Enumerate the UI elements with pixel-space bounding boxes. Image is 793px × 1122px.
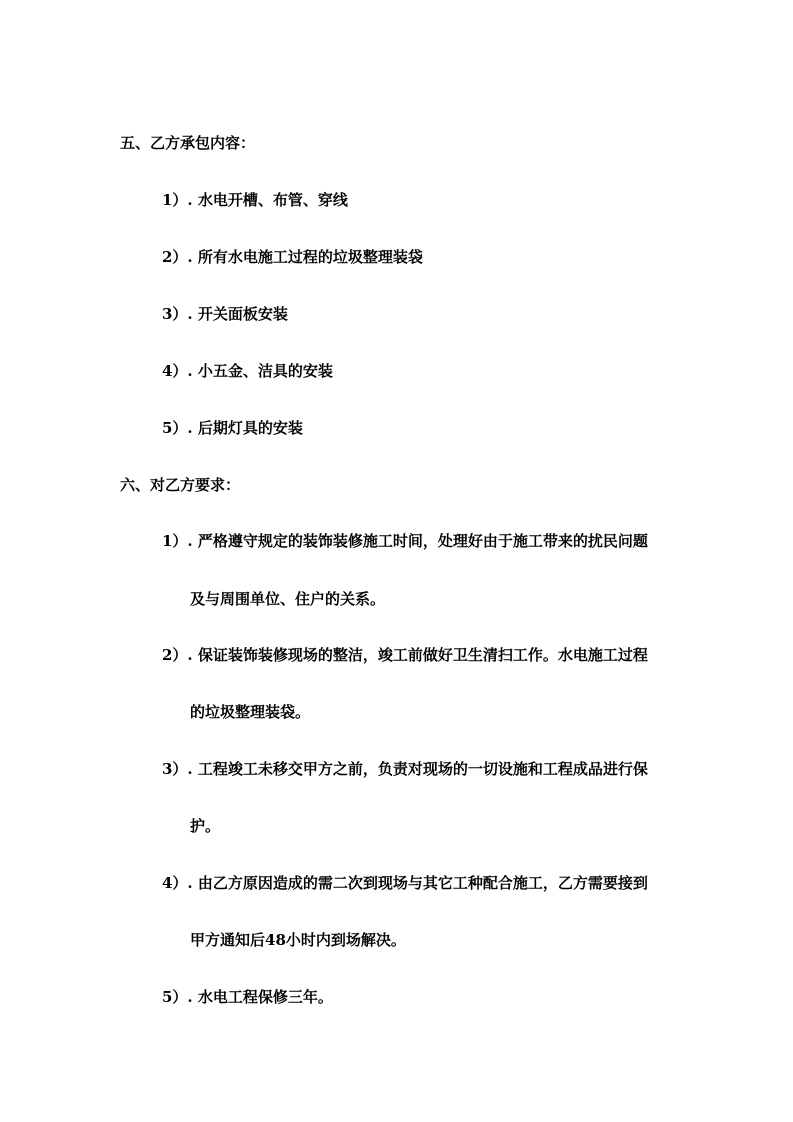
section5-item-2: 2）. 所有水电施工过程的垃圾整理装袋 — [162, 248, 423, 266]
section6-item-5: 5）. 水电工程保修三年。 — [162, 988, 333, 1006]
section6-item-2-continuation: 的垃圾整理装袋。 — [190, 703, 311, 721]
section6-item-2: 2）. 保证装饰装修现场的整洁，竣工前做好卫生清扫工作。水电施工过程 — [162, 646, 648, 664]
section6-item-1: 1）. 严格遵守规定的装饰装修施工时间，处理好由于施工带来的扰民问题 — [162, 532, 648, 550]
section5-item-4: 4）. 小五金、洁具的安装 — [162, 362, 333, 380]
section6-item-4-continuation: 甲方通知后48小时内到场解决。 — [190, 931, 406, 949]
section6-heading: 六、对乙方要求： — [120, 476, 241, 494]
section5-item-3: 3）. 开关面板安装 — [162, 305, 288, 323]
section6-item-4: 4）. 由乙方原因造成的需二次到现场与其它工种配合施工，乙方需要接到 — [162, 874, 648, 892]
section6-item-3-continuation: 护。 — [190, 817, 221, 835]
section6-item-3: 3）. 工程竣工未移交甲方之前，负责对现场的一切设施和工程成品进行保 — [162, 760, 648, 778]
section5-item-1: 1）. 水电开槽、布管、穿线 — [162, 191, 348, 209]
section5-heading: 五、乙方承包内容： — [120, 134, 256, 152]
section6-item-1-continuation: 及与周围单位、住户的关系。 — [190, 590, 386, 608]
section5-item-5: 5）. 后期灯具的安装 — [162, 419, 303, 437]
